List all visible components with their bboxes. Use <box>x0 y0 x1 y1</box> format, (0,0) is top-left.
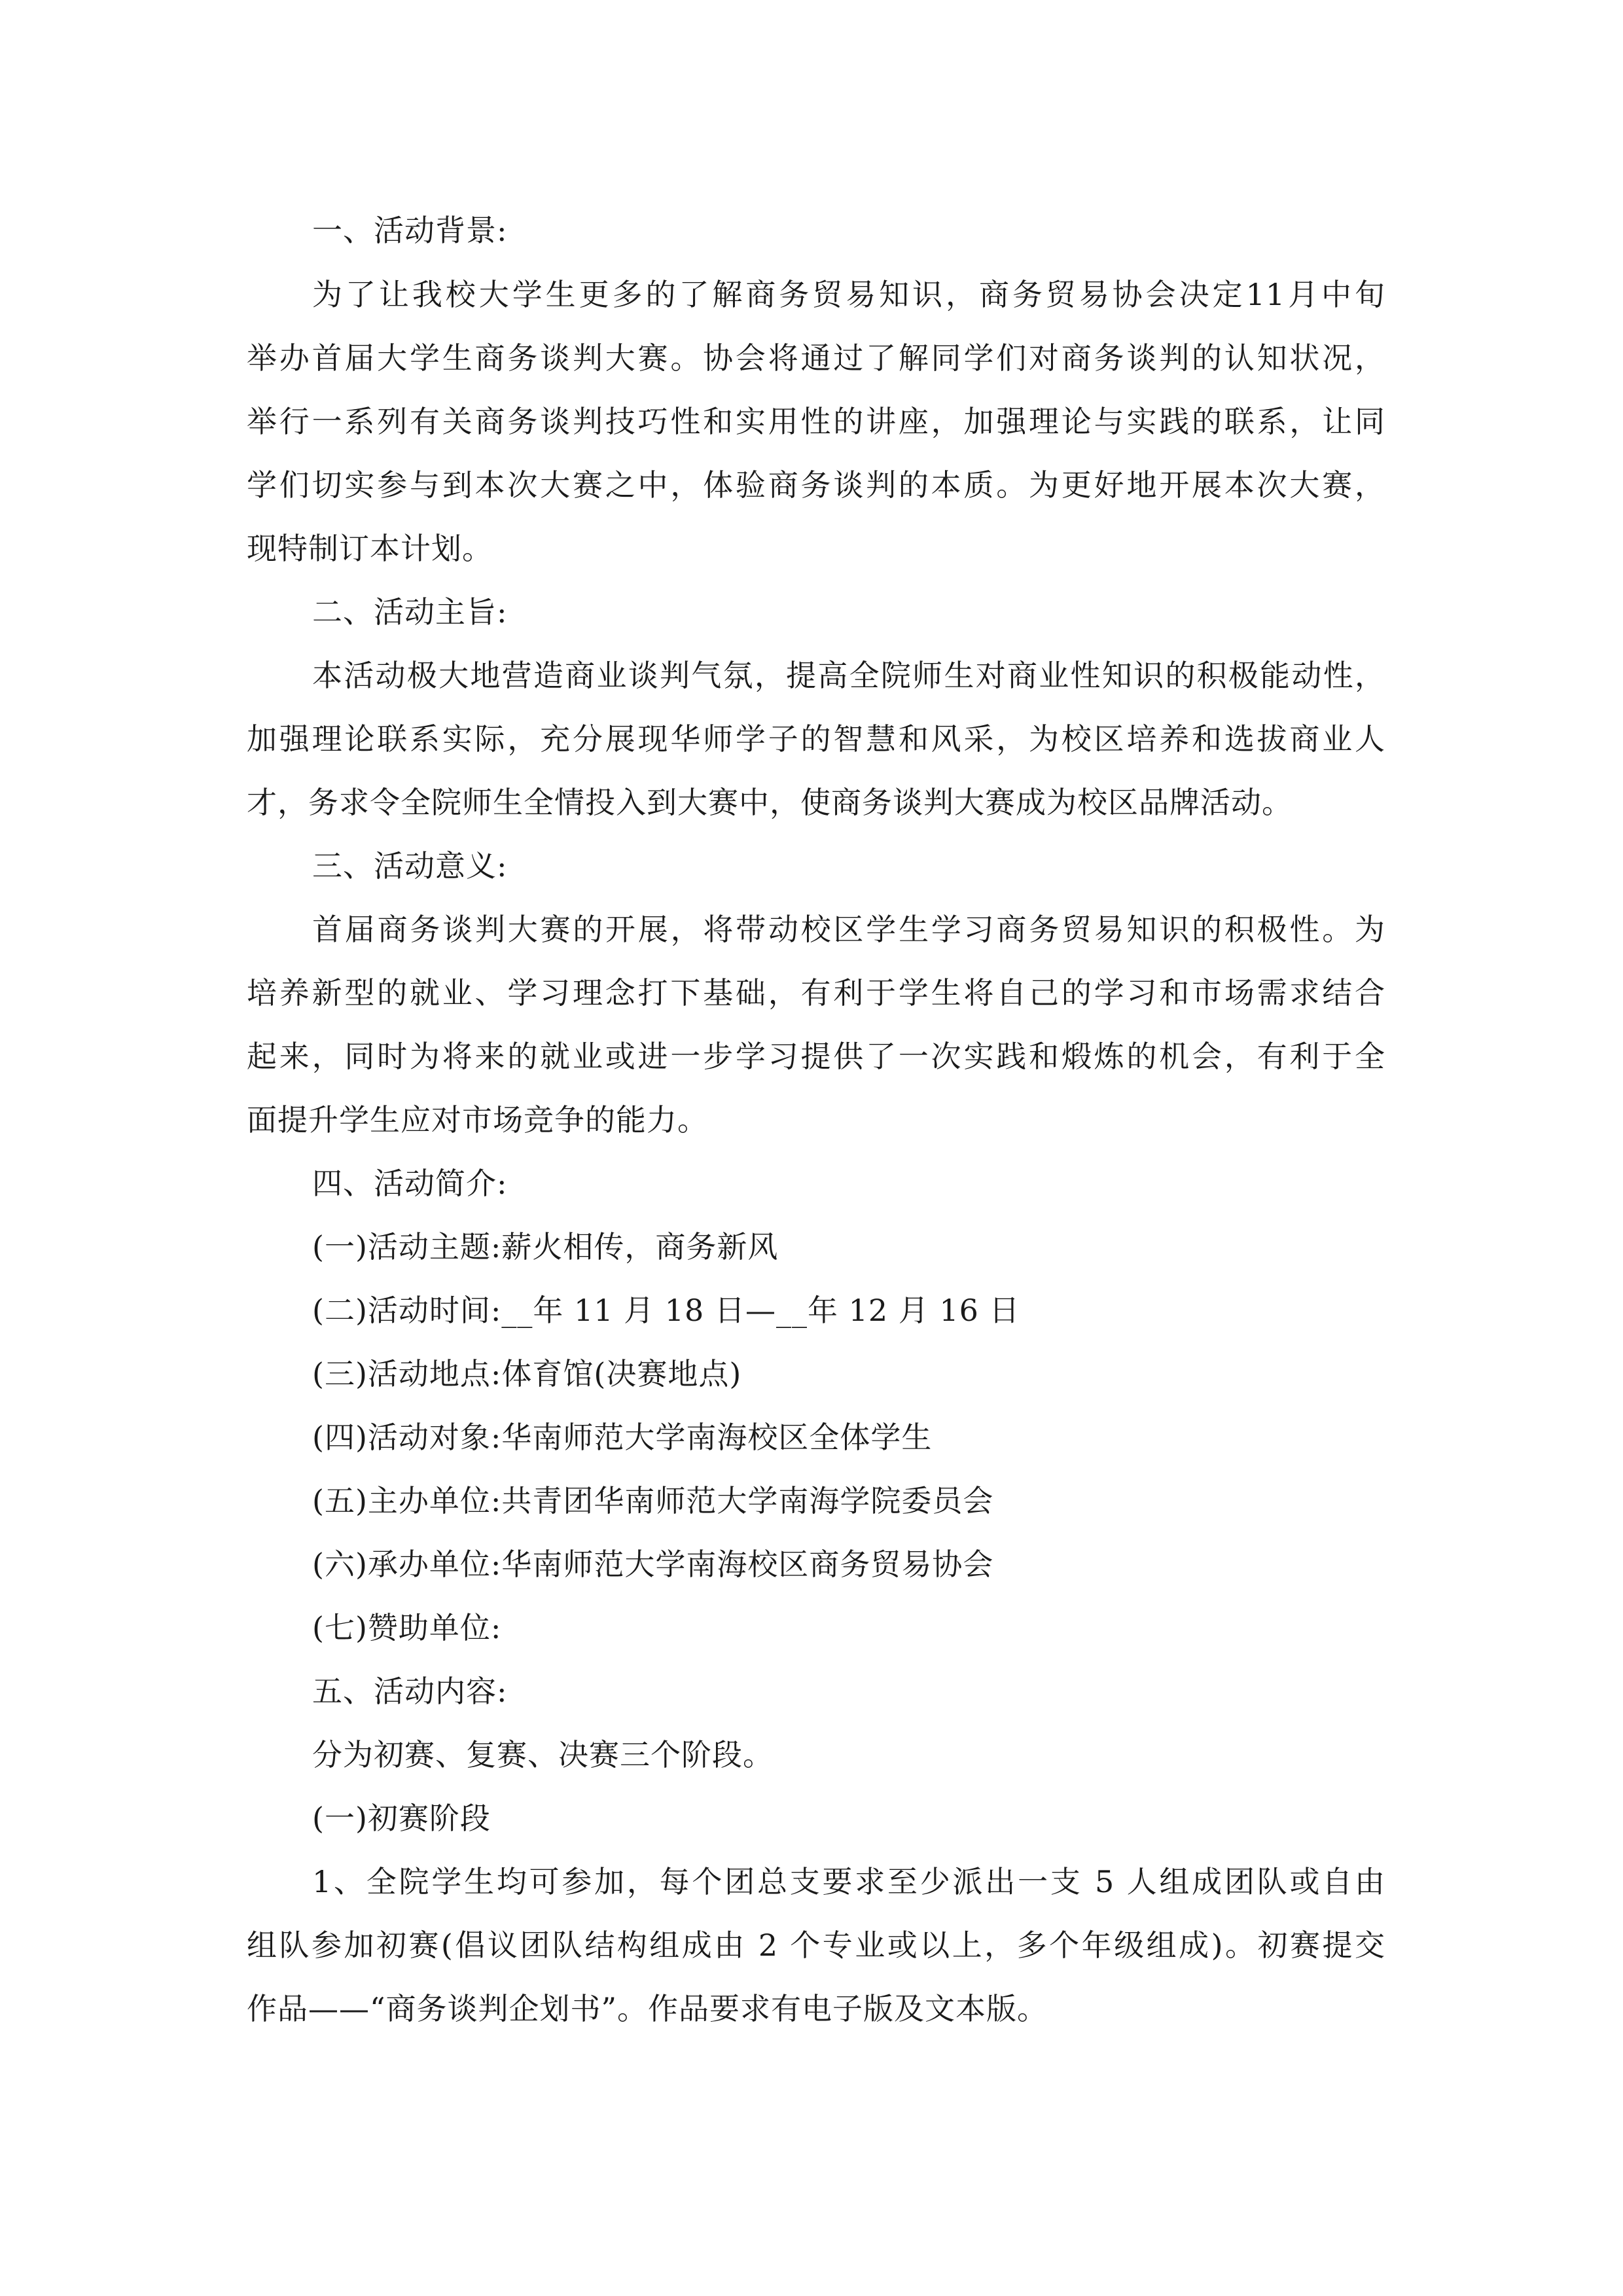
overview-item-audience: (四)活动对象:华南师范大学南海校区全体学生 <box>312 1420 933 1455</box>
paragraph-line: 1、全院学生均可参加，每个团总支要求至少派出一支 5 人组成团队或自由 <box>312 1864 1385 1899</box>
overview-item-theme: (一)活动主题:薪火相传，商务新风 <box>312 1229 779 1265</box>
overview-item-sponsor: (七)赞助单位: <box>312 1610 502 1645</box>
paragraph-line: 组队参加初赛(倡议团队结构组成由 2 个专业或以上，多个年级组成)。初赛提交 <box>247 1928 1385 1963</box>
paragraph-line: 为了让我校大学生更多的了解商务贸易知识，商务贸易协会决定11月中旬 <box>312 277 1385 312</box>
paragraph-line: 起来，同时为将来的就业或进一步学习提供了一次实践和煅炼的机会，有利于全 <box>247 1039 1385 1074</box>
paragraph-line: 才，务求令全院师生全情投入到大赛中，使商务谈判大赛成为校区品牌活动。 <box>247 785 1293 820</box>
preliminary-stage-heading: (一)初赛阶段 <box>312 1801 491 1836</box>
overview-item-organizer: (五)主办单位:共青团华南师范大学南海学院委员会 <box>312 1483 994 1518</box>
section-heading-significance: 三、活动意义: <box>312 848 508 884</box>
paragraph-line: 本活动极大地营造商业谈判气氛，提高全院师生对商业性知识的积极能动性， <box>312 658 1385 693</box>
paragraph-line: 现特制订本计划。 <box>247 531 493 566</box>
paragraph-line: 作品——“商务谈判企划书”。作品要求有电子版及文本版。 <box>247 1991 1048 2026</box>
overview-item-host: (六)承办单位:华南师范大学南海校区商务贸易协会 <box>312 1547 994 1582</box>
paragraph-line: 加强理论联系实际，充分展现华师学子的智慧和风采，为校区培养和选拔商业人 <box>247 721 1385 757</box>
section-heading-overview: 四、活动简介: <box>312 1166 508 1201</box>
paragraph-line: 首届商务谈判大赛的开展，将带动校区学生学习商务贸易知识的积极性。为 <box>312 912 1385 947</box>
paragraph-line: 学们切实参与到本次大赛之中，体验商务谈判的本质。为更好地开展本次大赛， <box>247 467 1385 503</box>
paragraph-line: 面提升学生应对市场竞争的能力。 <box>247 1102 708 1138</box>
overview-item-time: (二)活动时间:__年 11 月 18 日—__年 12 月 16 日 <box>312 1293 1020 1328</box>
paragraph-line: 举行一系列有关商务谈判技巧性和实用性的讲座，加强理论与实践的联系，让同 <box>247 404 1385 439</box>
content-stages-line: 分为初赛、复赛、决赛三个阶段。 <box>312 1737 774 1772</box>
paragraph-line: 举办首届大学生商务谈判大赛。协会将通过了解同学们对商务谈判的认知状况， <box>247 340 1385 376</box>
paragraph-line: 培养新型的就业、学习理念打下基础，有利于学生将自己的学习和市场需求结合 <box>247 975 1385 1011</box>
section-heading-content: 五、活动内容: <box>312 1674 508 1709</box>
section-heading-purpose: 二、活动主旨: <box>312 594 508 630</box>
overview-item-venue: (三)活动地点:体育馆(决赛地点) <box>312 1356 742 1391</box>
section-heading-background: 一、活动背景: <box>312 213 508 248</box>
